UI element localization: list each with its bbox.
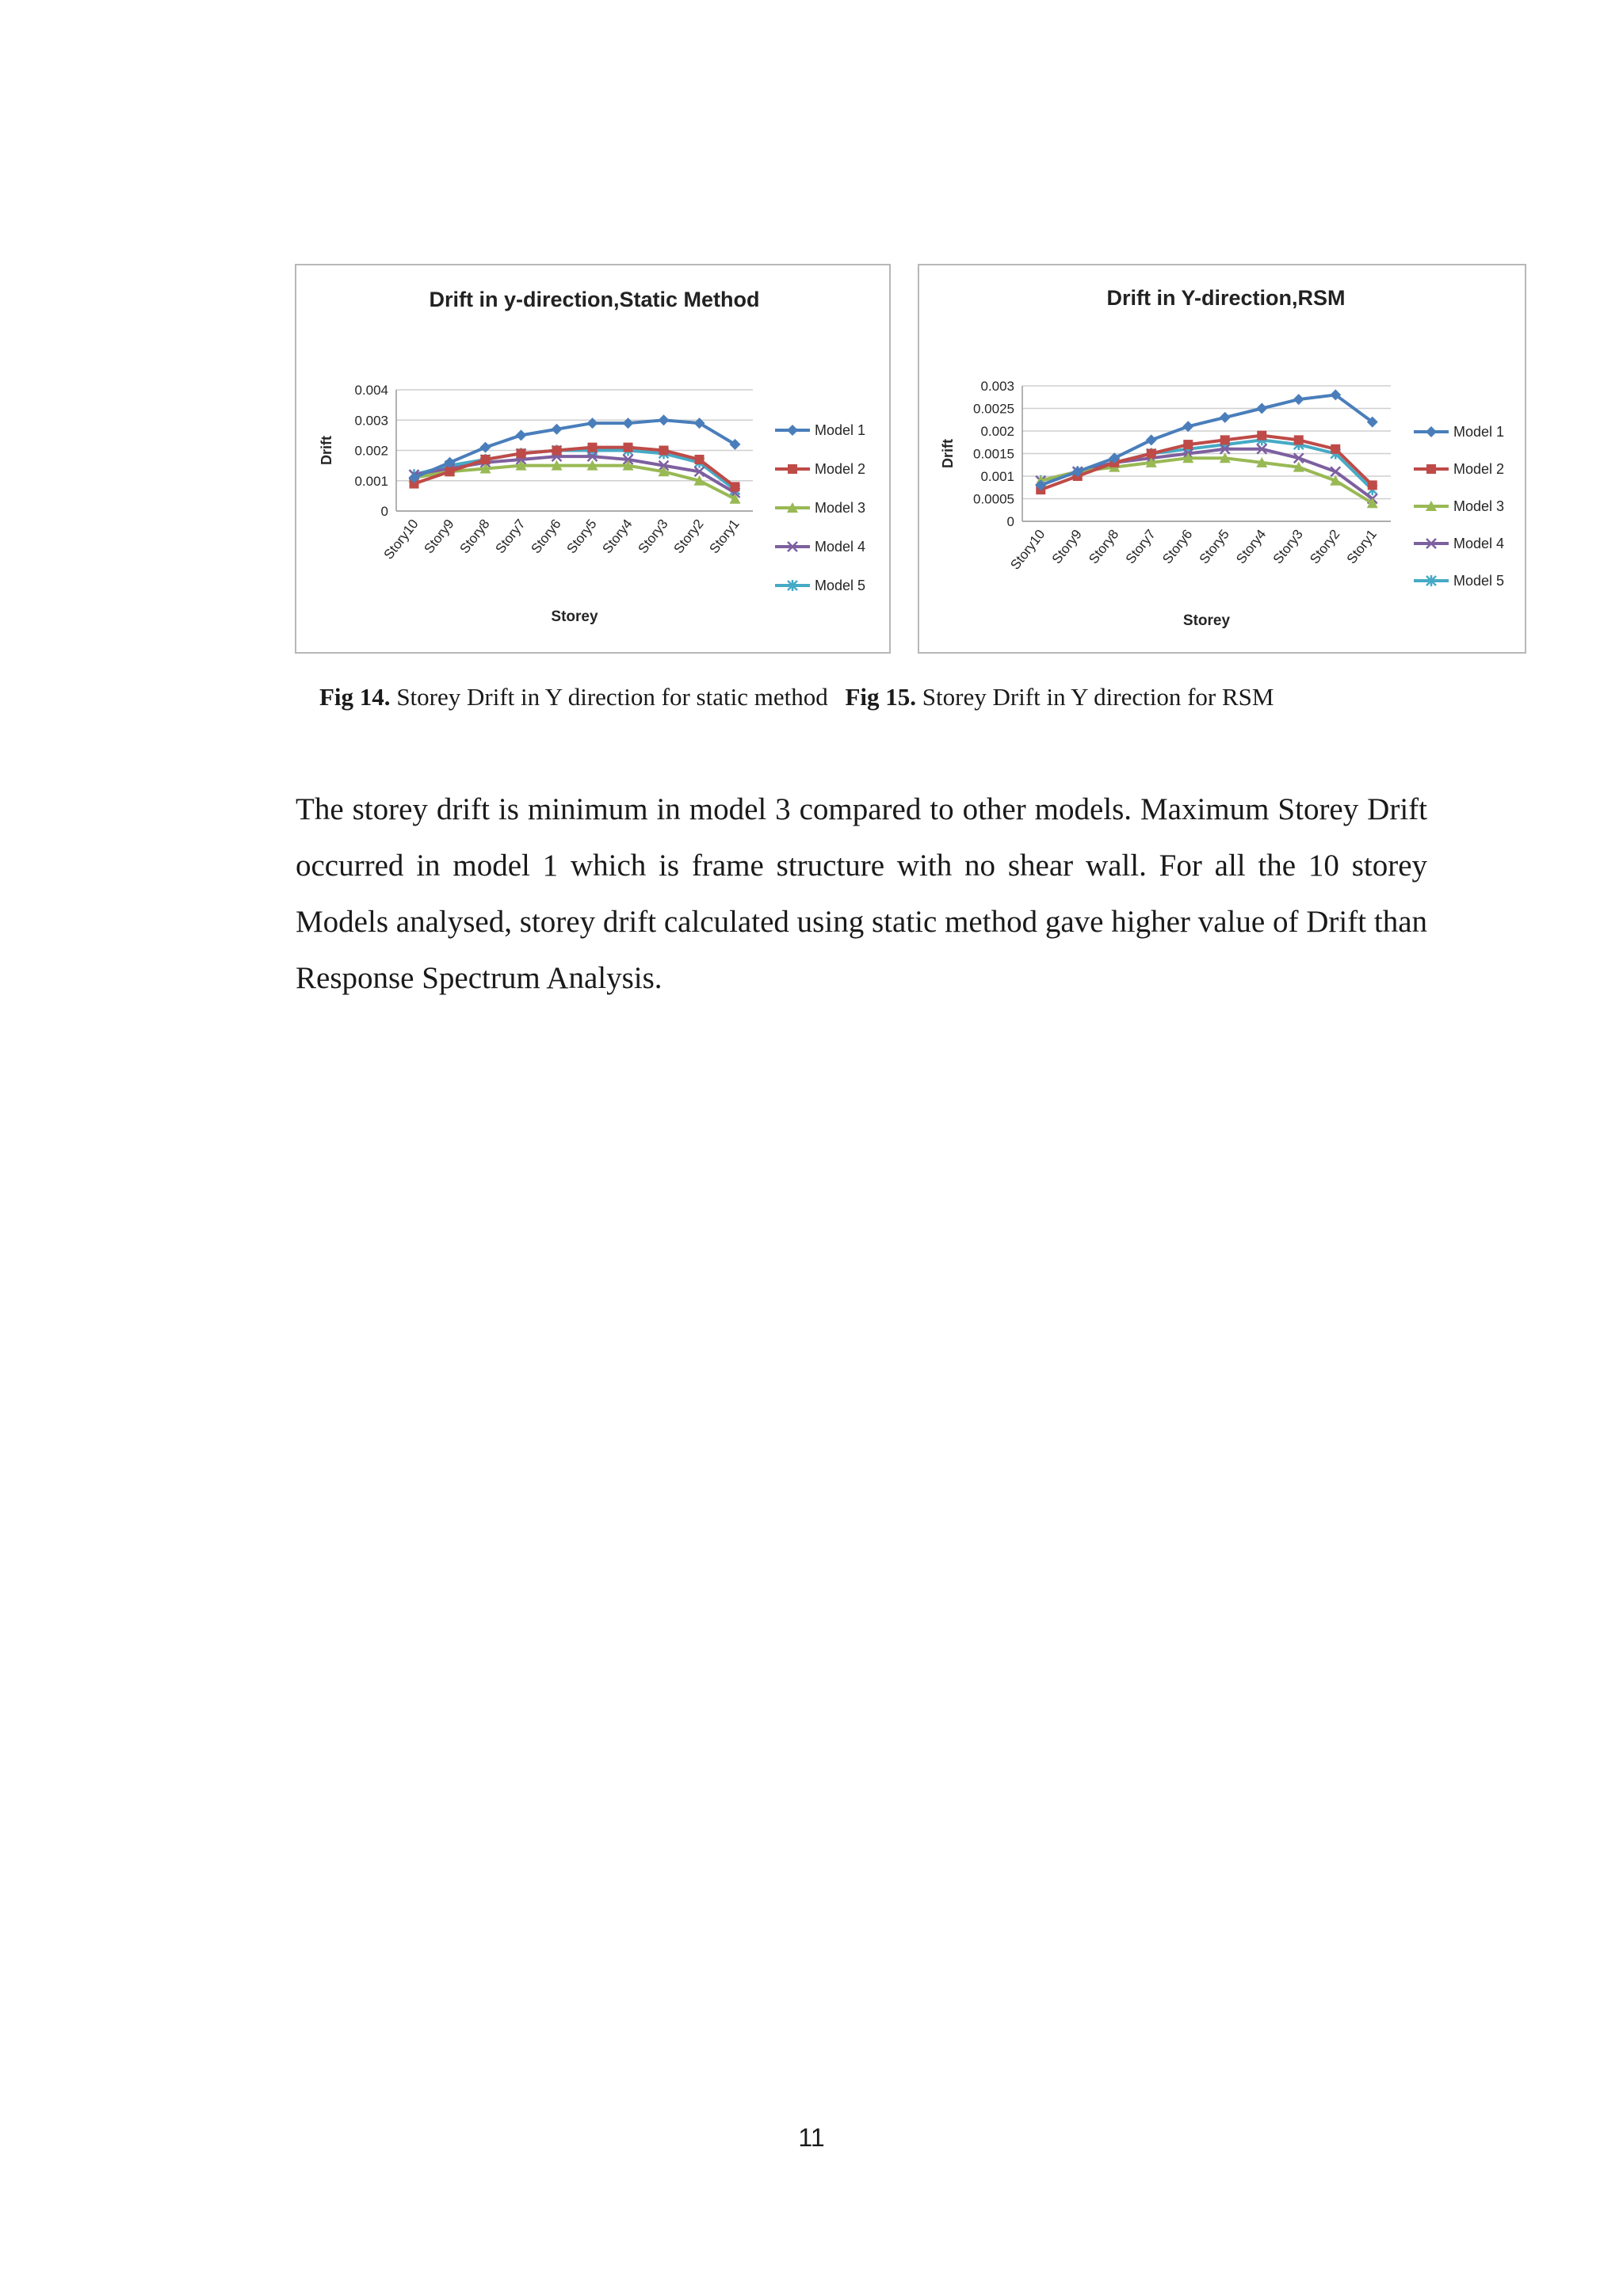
x-tick-label: Story1 <box>1343 526 1380 567</box>
marker-square <box>1257 431 1266 441</box>
marker-square <box>731 482 740 491</box>
marker-square <box>481 455 491 464</box>
y-tick-label: 0.0025 <box>973 401 1014 417</box>
series-model-1 <box>1035 389 1378 490</box>
legend-label: Model 3 <box>1453 498 1505 514</box>
caption-fig-14 <box>319 683 828 711</box>
marker-square <box>788 464 797 474</box>
chart-static-method <box>295 264 891 654</box>
chart-rsm-svg <box>919 265 1525 652</box>
y-tick-label: 0.003 <box>980 379 1014 394</box>
x-tick-label: Story4 <box>1233 526 1270 567</box>
y-tick-label: 0.004 <box>354 383 388 398</box>
marker-diamond <box>480 442 491 453</box>
marker-square <box>695 455 705 464</box>
figure-captions <box>319 683 1508 711</box>
caption-label: Fig 14. <box>319 683 391 711</box>
x-tick-label: Story6 <box>1159 526 1196 567</box>
y-axis-label: Drift <box>940 439 956 468</box>
marker-square <box>1183 440 1193 449</box>
marker-square <box>1368 480 1377 490</box>
x-tick-label: Story3 <box>1270 526 1306 567</box>
legend-entry <box>1414 424 1504 440</box>
legend-entry <box>775 422 865 438</box>
y-tick-label: 0.0005 <box>973 491 1014 507</box>
legend-label: Model 4 <box>1453 536 1505 551</box>
marker-square <box>1426 464 1436 474</box>
x-tick-label: Story8 <box>456 516 493 557</box>
x-tick-label: Story1 <box>706 516 743 557</box>
y-tick-label: 0.0015 <box>973 446 1014 462</box>
marker-diamond <box>623 418 634 429</box>
y-axis-label: Drift <box>319 436 334 465</box>
marker-square <box>624 443 633 452</box>
legend-entry <box>1414 498 1504 514</box>
legend-entry <box>775 461 865 477</box>
y-tick-label: 0.002 <box>354 443 388 459</box>
marker-square <box>659 446 669 456</box>
x-tick-label: Story2 <box>670 516 707 557</box>
x-tick-label: Story8 <box>1086 526 1122 567</box>
legend-entry <box>775 578 865 593</box>
marker-square <box>445 467 455 476</box>
marker-square <box>588 443 598 452</box>
legend-entry <box>1414 573 1504 589</box>
chart-rsm <box>918 264 1526 654</box>
legend-label: Model 3 <box>815 500 866 516</box>
marker-diamond <box>1256 403 1267 414</box>
marker-square <box>1220 435 1230 444</box>
y-tick-label: 0.002 <box>980 424 1014 439</box>
x-tick-label: Story6 <box>528 516 564 557</box>
caption-text: Storey Drift in Y direction for RSM <box>922 683 1274 711</box>
marker-square <box>1147 449 1156 459</box>
x-tick-label: Story9 <box>421 516 457 557</box>
body-paragraph: The storey drift is minimum in model 3 compared to other models. Maximum Storey Drift occurred in model 1 which is frame structure with no shear wall. For all the 10 storey Models analysed, storey drift calculated using static method gave higher value of Drift than Response Spectrum Analysis. <box>296 792 1427 995</box>
caption-text: Storey Drift in Y direction for static method <box>396 683 828 711</box>
caption-fig-15 <box>845 683 1274 711</box>
legend-label: Model 5 <box>815 578 866 593</box>
marker-square <box>552 446 562 456</box>
x-tick-label: Story5 <box>563 516 600 557</box>
legend-label: Model 2 <box>815 461 866 477</box>
y-tick-label: 0.003 <box>354 413 388 429</box>
legend-entry <box>1414 536 1504 551</box>
x-tick-label: Story2 <box>1307 526 1343 567</box>
chart-title: Drift in y-direction,Static Method <box>429 288 760 311</box>
page-number: 11 <box>798 2123 825 2152</box>
legend-label: Model 4 <box>815 539 866 555</box>
marker-diamond <box>587 418 598 429</box>
marker-diamond <box>1146 434 1157 445</box>
x-tick-label: Story4 <box>599 516 636 557</box>
y-tick-label: 0 <box>1006 514 1014 529</box>
x-tick-label: Story3 <box>635 516 671 557</box>
x-tick-label: Story5 <box>1196 526 1232 567</box>
y-tick-label: 0.001 <box>980 469 1014 484</box>
y-tick-label: 0 <box>380 504 388 519</box>
x-axis-label: Storey <box>551 608 598 625</box>
caption-label: Fig 15. <box>845 683 917 711</box>
marker-diamond <box>1426 426 1437 437</box>
legend-label: Model 1 <box>815 422 866 438</box>
series-model-2 <box>1036 431 1377 494</box>
legend-entry <box>1414 461 1504 477</box>
x-tick-label: Story10 <box>1007 526 1048 573</box>
marker-diamond <box>1220 412 1231 423</box>
marker-diamond <box>787 425 798 436</box>
legend-label: Model 5 <box>1453 573 1505 589</box>
chart-static-svg <box>296 265 889 652</box>
marker-square <box>1294 435 1304 444</box>
legend-entry <box>775 539 865 555</box>
marker-diamond <box>552 424 563 435</box>
x-tick-label: Story9 <box>1048 526 1085 567</box>
marker-diamond <box>1182 421 1193 432</box>
legend-label: Model 2 <box>1453 461 1505 477</box>
legend-entry <box>775 500 865 516</box>
marker-square <box>517 448 526 458</box>
series-line <box>1041 436 1373 490</box>
legend-label: Model 1 <box>1453 424 1505 440</box>
x-tick-label: Story10 <box>380 516 422 563</box>
series-model-3 <box>1035 452 1378 508</box>
marker-square <box>1331 444 1340 454</box>
chart-title: Drift in Y-direction,RSM <box>1106 286 1346 310</box>
y-tick-label: 0.001 <box>354 473 388 489</box>
x-tick-label: Story7 <box>492 516 529 557</box>
marker-diamond <box>659 414 670 425</box>
x-axis-label: Storey <box>1182 612 1231 629</box>
marker-diamond <box>1293 394 1304 405</box>
x-tick-label: Story7 <box>1122 526 1159 567</box>
series-line <box>1041 458 1373 503</box>
marker-diamond <box>516 429 527 441</box>
